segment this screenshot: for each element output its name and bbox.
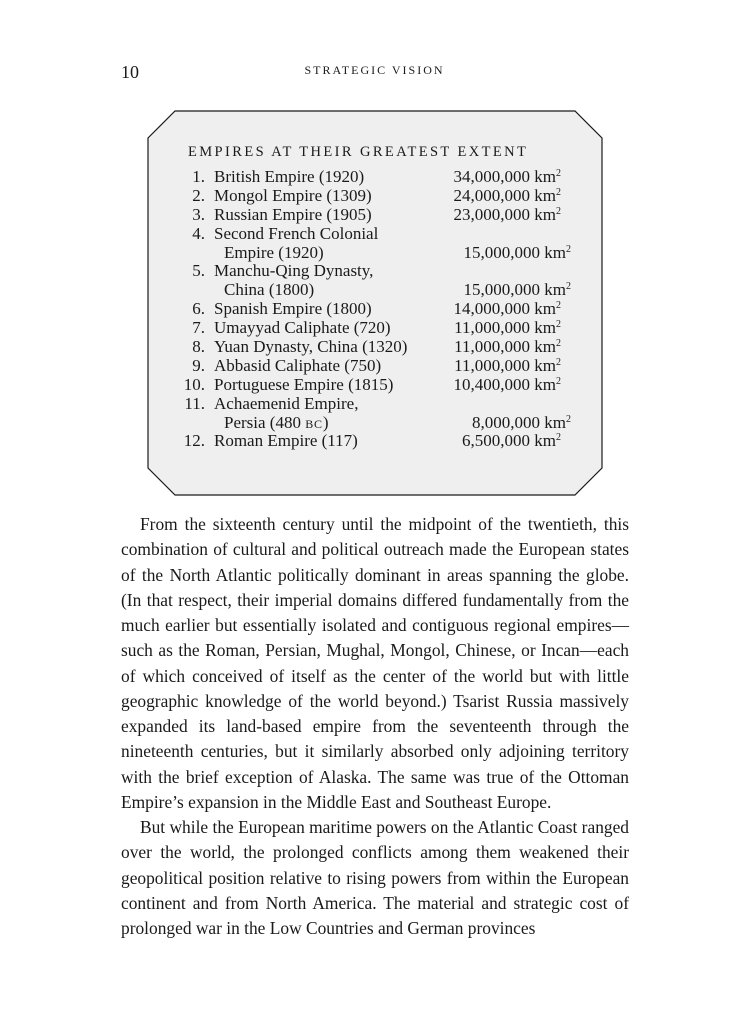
era-small-caps: BC — [305, 416, 323, 431]
rank: 11. — [184, 393, 205, 413]
empire-area: 24,000,000 $km^2$ — [453, 185, 561, 205]
empire-name: Achaemenid Empire, — [214, 393, 359, 413]
table-row — [173, 206, 593, 225]
paragraph: But while the European maritime powers on the Atlantic Coast ranged over the world, the prolonged conflicts among them weakened their geopolitical position relative to rising powers from within the European continent and from North America. The material and strategic cost of prolonged war in the Low Countries and German provinces — [121, 817, 629, 938]
empire-area: 8,000,000 $km^2$ — [472, 412, 571, 432]
empire-name: Mongol Empire (1309) — [214, 185, 372, 205]
running-head: STRATEGIC VISION — [304, 63, 445, 77]
rank: 2. — [192, 185, 205, 205]
empire-area: 11,000,000 $km^2$ — [454, 337, 561, 357]
empire-area: 6,500,000 $km^2$ — [462, 431, 561, 451]
empire-area: 23,000,000 $km^2$ — [453, 204, 561, 224]
table-row — [173, 357, 593, 376]
empire-name: Second French Colonial — [214, 223, 379, 243]
empire-name: Portuguese Empire (1815) — [214, 374, 394, 394]
empire-area: 11,000,000 $km^2$ — [454, 318, 561, 338]
empire-area: 10,400,000 $km^2$ — [453, 374, 561, 394]
page-number: 10 — [121, 62, 139, 82]
rank: 8. — [192, 337, 205, 357]
empire-name: Manchu-Qing Dynasty, — [214, 261, 374, 281]
rank: 5. — [192, 261, 205, 281]
empires-table-box — [147, 110, 603, 496]
rank: 6. — [192, 299, 205, 319]
table-row-continuation — [173, 281, 593, 300]
empire-name: Abbasid Caliphate (750) — [214, 355, 382, 375]
rank: 12. — [183, 431, 205, 451]
table-row — [173, 319, 593, 338]
empire-area: 14,000,000 $km^2$ — [453, 299, 561, 319]
empire-name: Umayyad Caliphate (720) — [214, 318, 391, 338]
empire-name: Spanish Empire (1800) — [214, 299, 372, 319]
table-row — [173, 376, 593, 395]
empire-name-continued: China (1800) — [224, 280, 315, 300]
table-row — [173, 187, 593, 206]
table-rows — [173, 168, 593, 451]
empire-name-continued: Persia (480 BC) — [224, 412, 329, 432]
table-row — [173, 262, 593, 281]
table-row — [173, 225, 593, 244]
paragraph: From the sixteenth century until the midpoint of the twentieth, this combination of cultural and political outreach made the European states of the North Atlantic politically dominant in areas spanning the globe. (In that respect, their imperial domains differed fundamentally from the much earlier but essentially isolated and contiguous regional empires—such as the Roman, Persian, Mughal, Mongol, Chinese, or Incan—each of which conceived of itself as the center of the world but with little geographic knowledge of the world beyond.) Tsarist Russia massively expanded its land-based empire from the seventeenth through the nineteenth centuries, but it similarly absorbed only adjoining territory with the brief exception of Alaska. The same was true of the Ottoman Empire’s expansion in the Middle East and Southeast Europe. — [121, 514, 629, 812]
empire-area: 15,000,000 $km^2$ — [463, 242, 571, 262]
body-text — [121, 512, 629, 941]
empire-name: Russian Empire (1905) — [214, 204, 372, 224]
rank: 7. — [192, 318, 205, 338]
empire-area: 15,000,000 $km^2$ — [463, 280, 571, 300]
rank: 10. — [183, 374, 205, 394]
empire-name: British Empire (1920) — [214, 167, 365, 186]
empire-area: 34,000,000 $km^2$ — [453, 167, 561, 186]
table-row — [173, 168, 593, 187]
rank: 3. — [192, 204, 205, 224]
rank: 9. — [192, 355, 205, 375]
table-row — [173, 338, 593, 357]
table-row — [173, 432, 593, 451]
table-row-continuation — [173, 244, 593, 263]
rank: 4. — [192, 223, 205, 243]
table-title: EMPIRES AT THEIR GREATEST EXTENT — [188, 144, 529, 160]
rank: 1. — [192, 167, 205, 186]
empire-name: Roman Empire (117) — [214, 431, 358, 451]
empire-name: Yuan Dynasty, China (1320) — [214, 337, 408, 357]
table-row — [173, 300, 593, 319]
empire-area: 11,000,000 $km^2$ — [454, 355, 561, 375]
empire-name-continued: Empire (1920) — [224, 242, 324, 262]
table-row-continuation — [173, 414, 593, 433]
table-row — [173, 395, 593, 414]
